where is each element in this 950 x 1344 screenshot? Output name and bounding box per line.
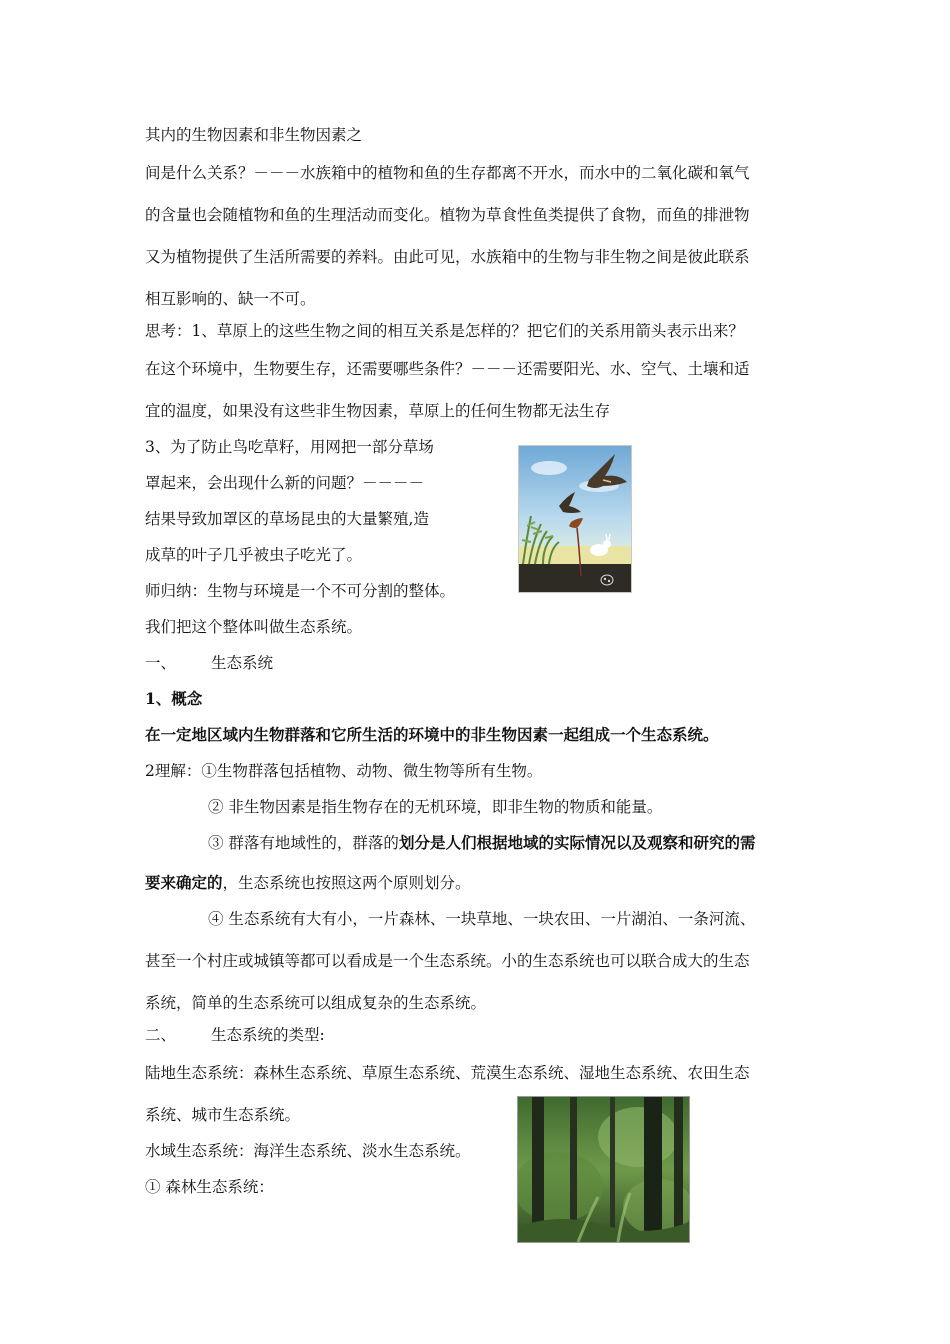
section-title: 生态系统的类型: <box>211 1026 325 1044</box>
text-line: 罩起来，会出现什么新的问题？－－－－ <box>145 474 425 492</box>
text-line: 系统，简单的生态系统可以组成复杂的生态系统。 <box>145 994 487 1012</box>
definition: 在一定地区域内生物群落和它所生活的环境中的非生物因素一起组成一个生态系统。 <box>145 725 719 744</box>
forest-photo <box>517 1096 690 1243</box>
section-title: 生态系统 <box>211 654 274 672</box>
text-line: ① 森林生态系统： <box>145 1178 274 1196</box>
text-line: 又为植物提供了生活所需要的养料。由此可见，水族箱中的生物与非生物之间是彼此联系 <box>145 248 750 266</box>
text-span: ③ 群落有地域性的，群落的 <box>208 834 399 852</box>
text-line: 结果导致加罩区的草场昆虫的大量繁殖,造 <box>145 510 429 528</box>
text-line: 在这个环境中，生物要生存，还需要哪些条件？－－－还需要阳光、水、空气、土壤和适 <box>145 360 750 378</box>
text-line: 宜的温度，如果没有这些非生物因素，草原上的任何生物都无法生存 <box>145 402 611 420</box>
text-line: 其内的生物因素和非生物因素之 <box>145 126 363 144</box>
text-line: 思考：1、草原上的这些生物之间的相互关系是怎样的？把它们的关系用箭头表示出来？ <box>145 322 744 340</box>
text-line: 成草的叶子几乎被虫子吃光了。 <box>145 546 363 564</box>
bold-span: 要来确定的 <box>145 873 223 892</box>
bold-span: 划分是人们根据地域的实际情况以及观察和研究的需 <box>398 833 756 852</box>
section-heading <box>145 653 273 673</box>
text-line: 3、为了防止鸟吃草籽，用网把一部分草场 <box>145 438 434 456</box>
text-line: 相互影响的、缺一不可。 <box>145 290 316 308</box>
text-span: ，生态系统也按照这两个原则划分。 <box>222 874 471 892</box>
text-line: 甚至一个村庄或城镇等都可以看成是一个生态系统。小的生态系统也可以联合成大的生态 <box>145 952 750 970</box>
text-line: 我们把这个整体叫做生态系统。 <box>145 618 363 636</box>
text-line: 系统、城市生态系统。 <box>145 1106 301 1124</box>
text-line: 陆地生态系统：森林生态系统、草原生态系统、荒漠生态系统、湿地生态系统、农田生态 <box>145 1064 750 1082</box>
grassland-birds-illustration <box>518 445 632 593</box>
subsection-heading: 1、概念 <box>145 689 203 708</box>
text-line <box>208 833 755 853</box>
section-number: 一、 <box>145 654 177 672</box>
text-line: 2理解：①生物群落包括植物、动物、微生物等所有生物。 <box>145 762 543 780</box>
section-number: 二、 <box>145 1026 177 1044</box>
text-line: ④ 生态系统有大有小，一片森林、一块草地、一块农田、一片湖泊、一条河流、 <box>208 910 756 928</box>
text-line: 师归纳：生物与环境是一个不可分割的整体。 <box>145 582 456 600</box>
text-line: ② 非生物因素是指生物存在的无机环境，即非生物的物质和能量。 <box>208 798 663 816</box>
section-heading <box>145 1025 325 1045</box>
text-line: 间是什么关系？－－－水族箱中的植物和鱼的生存都离不开水，而水中的二氧化碳和氧气 <box>145 164 750 182</box>
text-line: 水域生态系统：海洋生态系统、淡水生态系统。 <box>145 1142 471 1160</box>
text-line: 的含量也会随植物和鱼的生理活动而变化。植物为草食性鱼类提供了食物，而鱼的排泄物 <box>145 206 750 224</box>
text-line <box>145 873 471 893</box>
